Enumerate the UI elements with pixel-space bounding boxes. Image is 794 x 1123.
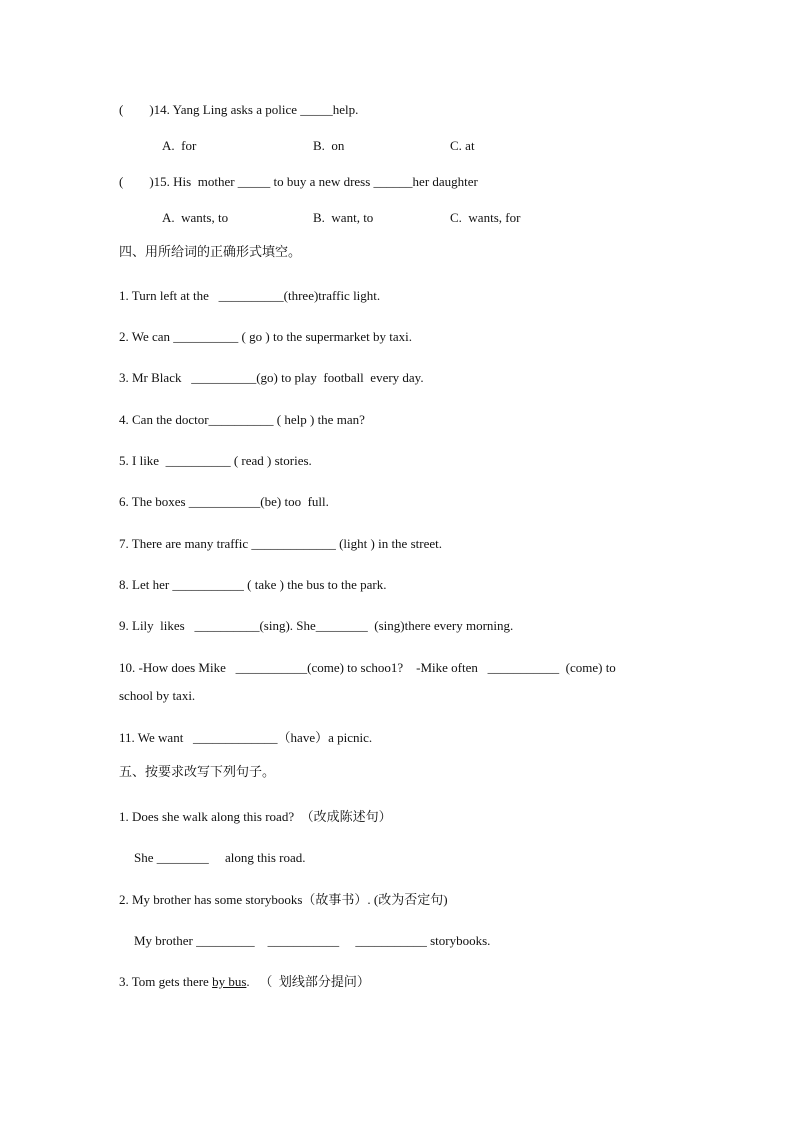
section-4-heading: 四、用所给词的正确形式填空。	[119, 245, 302, 260]
section-4-item-10: 10. -How does Mike ___________(come) to schoo1? -Mike often ___________ (come) to	[119, 660, 616, 675]
question-15-option-c: C. wants, for	[450, 210, 521, 225]
section-5-answer-2: My brother _________ ___________ ___________ storybooks.	[134, 933, 491, 948]
section-4-item-9: 9. Lily likes __________(sing). She________ (sing)there every morning.	[119, 618, 514, 633]
question-3-suffix: . （ 划线部分提问）	[246, 974, 370, 989]
section-4-item-11: 11. We want _____________（have）a picnic.	[119, 730, 373, 745]
question-3-prefix: 3. Tom gets there	[119, 974, 213, 989]
question-3-underlined-part: by bus	[212, 974, 247, 989]
question-14-option-c: C. at	[450, 138, 475, 153]
section-4-item-7: 7. There are many traffic _____________ (light ) in the street.	[119, 536, 442, 551]
section-5-answer-1: She ________ along this road.	[134, 850, 306, 865]
section-4-item-10-continued: school by taxi.	[119, 688, 196, 703]
question-15-option-b: B. want, to	[313, 210, 374, 225]
section-4-item-6: 6. The boxes ___________(be) too full.	[119, 494, 329, 509]
question-14-stem: ( )14. Yang Ling asks a police _____help.	[119, 102, 359, 117]
section-5-question-1: 1. Does she walk along this road? （改成陈述句）	[119, 809, 392, 824]
section-4-item-3: 3. Mr Black __________(go) to play football every day.	[119, 370, 424, 385]
question-15-stem: ( )15. His mother _____ to buy a new dress ______her daughter	[119, 174, 478, 189]
question-14-option-a: A. for	[162, 138, 197, 153]
section-5-heading: 五、按要求改写下列句子。	[119, 765, 276, 780]
section-5-question-3	[119, 974, 370, 990]
question-15-option-a: A. wants, to	[162, 210, 229, 225]
section-4-item-5: 5. I like __________ ( read ) stories.	[119, 453, 312, 468]
section-4-item-2: 2. We can __________ ( go ) to the supermarket by taxi.	[119, 329, 412, 344]
section-5-question-2: 2. My brother has some storybooks（故事书）. (改为否定句)	[119, 892, 448, 907]
section-4-item-1: 1. Turn left at the __________(three)traffic light.	[119, 288, 381, 303]
question-14-option-b: B. on	[313, 138, 345, 153]
section-4-item-4: 4. Can the doctor__________ ( help ) the man?	[119, 412, 365, 427]
section-4-item-8: 8. Let her ___________ ( take ) the bus to the park.	[119, 577, 387, 592]
